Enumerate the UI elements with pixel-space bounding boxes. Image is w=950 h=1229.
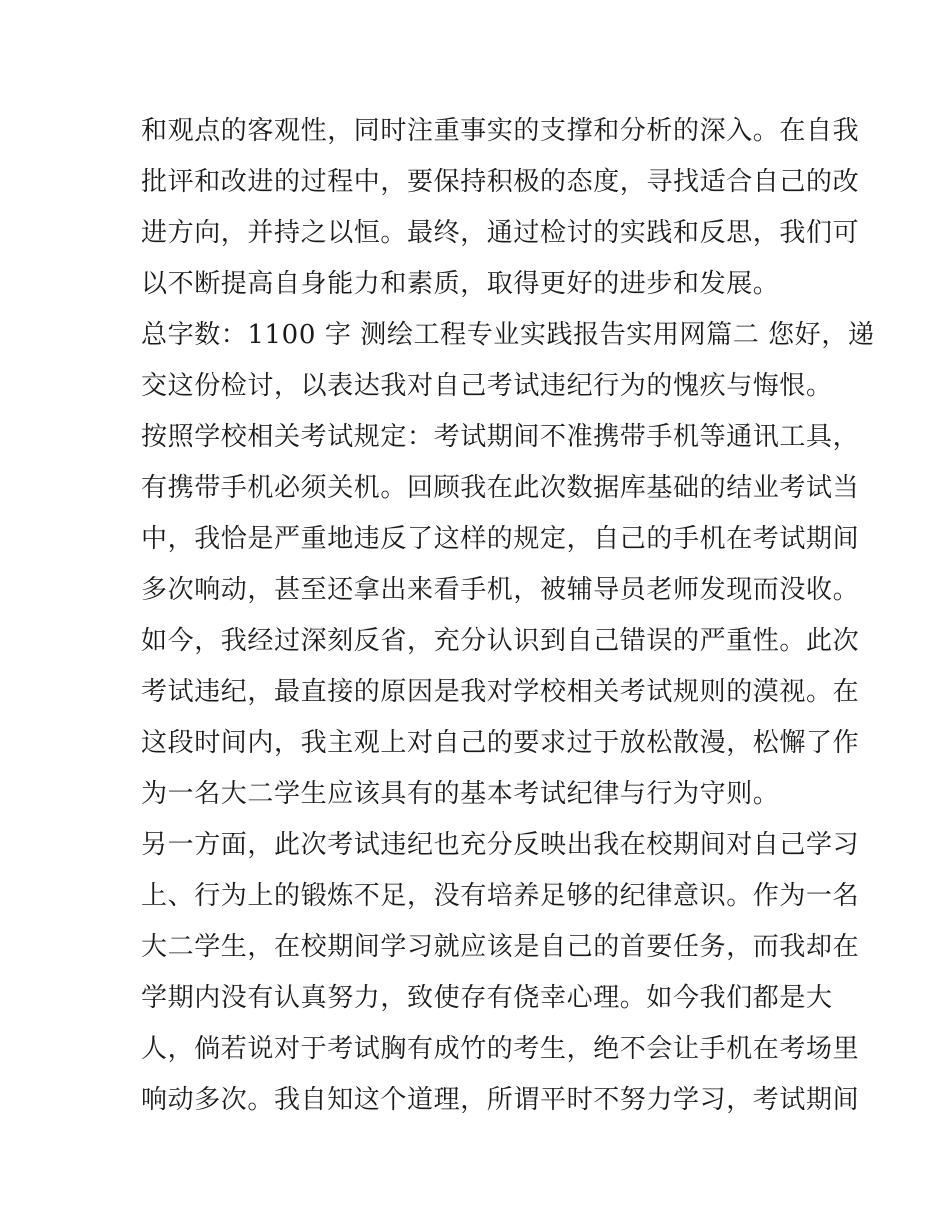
document-body: [141, 106, 875, 1126]
text-line: 人，倘若说对于考试胸有成竹的考生，绝不会让手机在考场里: [141, 1034, 860, 1064]
text-line: 上、行为上的锻炼不足，没有培养足够的纪律意识。作为一名: [141, 881, 860, 911]
text-line: 中，我恰是严重地违反了这样的规定，自己的手机在考试期间: [141, 524, 860, 554]
text-line: 如今，我经过深刻反省，充分认识到自己错误的严重性。此次: [141, 626, 860, 656]
text-line: 按照学校相关考试规定：考试期间不准携带手机等通讯工具，: [141, 422, 860, 452]
text-line: 大二学生，在校期间学习就应该是自己的首要任务，而我却在: [141, 932, 860, 962]
text-line: 学期内没有认真努力，致使存有侥幸心理。如今我们都是大: [141, 983, 833, 1013]
text-line: 考试违纪，最直接的原因是我对学校相关考试规则的漠视。在: [141, 677, 860, 707]
text-line: 进方向，并持之以恒。最终，通过检讨的实践和反思，我们可: [141, 218, 860, 248]
text-line: 有携带手机必须关机。回顾我在此次数据库基础的结业考试当: [141, 473, 860, 503]
text-line: 响动多次。我自知这个道理，所谓平时不努力学习，考试期间: [141, 1085, 860, 1115]
text-line: 交这份检讨，以表达我对自己考试违纪行为的愧疚与悔恨。: [141, 371, 833, 401]
text-line: 总字数：1100 字 测绘工程专业实践报告实用网篇二 您好，递: [141, 320, 875, 350]
text-line: 多次响动，甚至还拿出来看手机，被辅导员老师发现而没收。: [141, 575, 860, 605]
text-line: 这段时间内，我主观上对自己的要求过于放松散漫，松懈了作: [141, 728, 860, 758]
text-line: 另一方面，此次考试违纪也充分反映出我在校期间对自己学习: [141, 830, 860, 860]
text-line: 和观点的客观性，同时注重事实的支撑和分析的深入。在自我: [141, 116, 860, 146]
text-line: 批评和改进的过程中，要保持积极的态度，寻找适合自己的改: [141, 167, 860, 197]
text-line: 为一名大二学生应该具有的基本考试纪律与行为守则。: [141, 779, 780, 809]
text-line: 以不断提高自身能力和素质，取得更好的进步和发展。: [141, 269, 780, 299]
